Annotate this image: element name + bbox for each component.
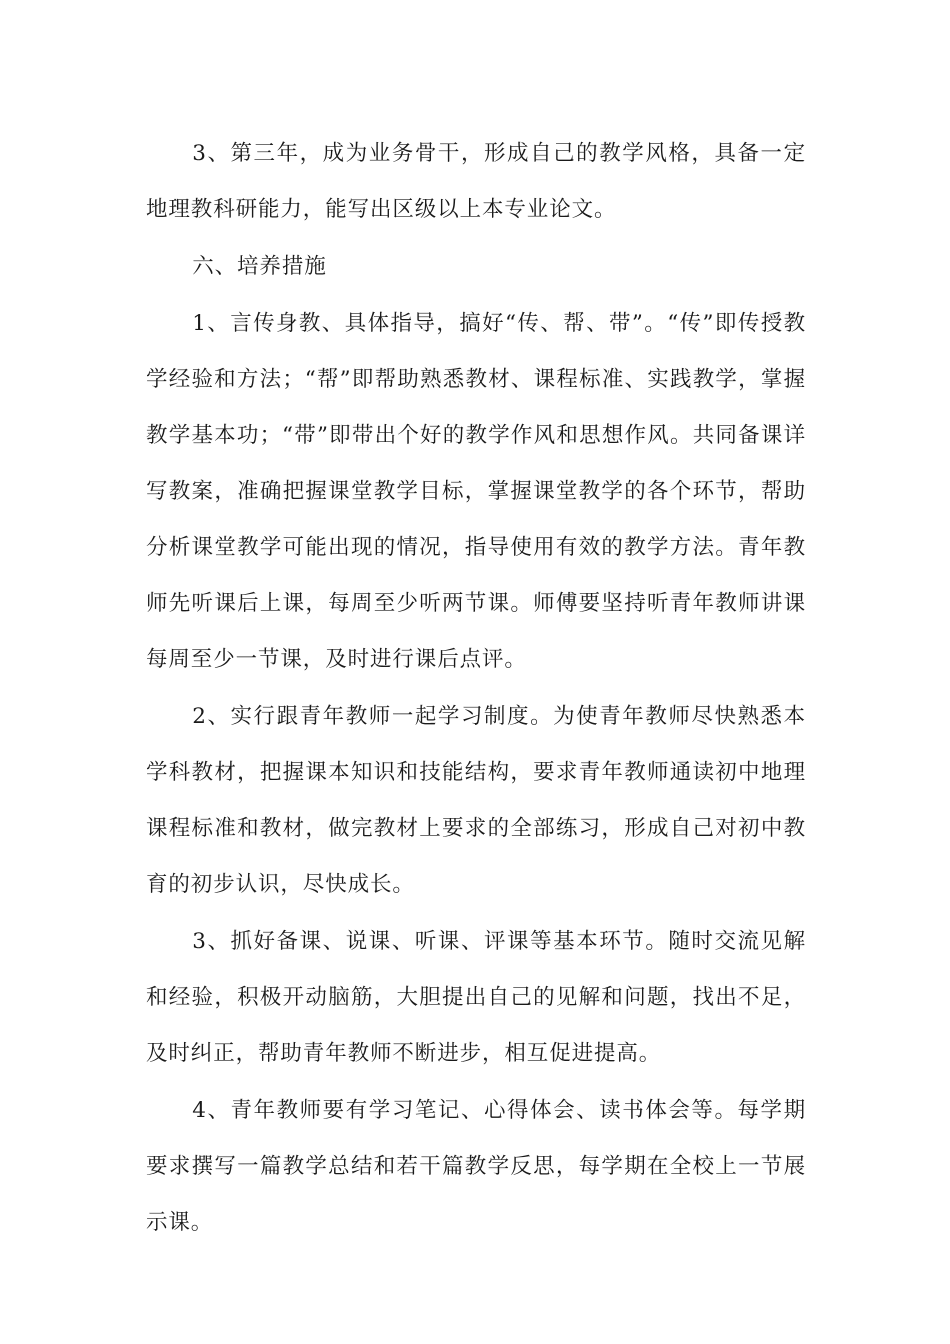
document-body	[146, 126, 806, 1251]
paragraph-measure-2: 2、实行跟青年教师一起学习制度。为使青年教师尽快熟悉本学科教材，把握课本知识和技能结构，要求青年教师通读初中地理课程标准和教材，做完教材上要求的全部练习，形成自己对初中教育的初步认识，尽快成长。	[146, 704, 806, 897]
paragraph-goal-year-three: 3、第三年，成为业务骨干，形成自己的教学风格，具备一定地理教科研能力，能写出区级以上本专业论文。	[146, 141, 806, 222]
paragraph-measure-3: 3、抓好备课、说课、听课、评课等基本环节。随时交流见解和经验，积极开动脑筋，大胆提出自己的见解和问题，找出不足，及时纠正，帮助青年教师不断进步，相互促进提高。	[146, 929, 806, 1066]
paragraph-measure-4: 4、青年教师要有学习笔记、心得体会、读书体会等。每学期要求撰写一篇教学总结和若干篇教学反思，每学期在全校上一节展示课。	[146, 1098, 806, 1235]
paragraph-measure-1: 1、言传身教、具体指导，搞好“传、帮、带”。“传”即传授教学经验和方法；“帮”即帮助熟悉教材、课程标准、实践教学，掌握教学基本功；“带”即带出个好的教学作风和思想作风。共同备课详写教案，准确把握课堂教学目标，掌握课堂教学的各个环节，帮助分析课堂教学可能出现的情况，指导使用有效的教学方法。青年教师先听课后上课，每周至少听两节课。师傅要坚持听青年教师讲课每周至少一节课，及时进行课后点评。	[146, 311, 806, 672]
section-heading-training-measures: 六、培养措施	[192, 254, 327, 279]
